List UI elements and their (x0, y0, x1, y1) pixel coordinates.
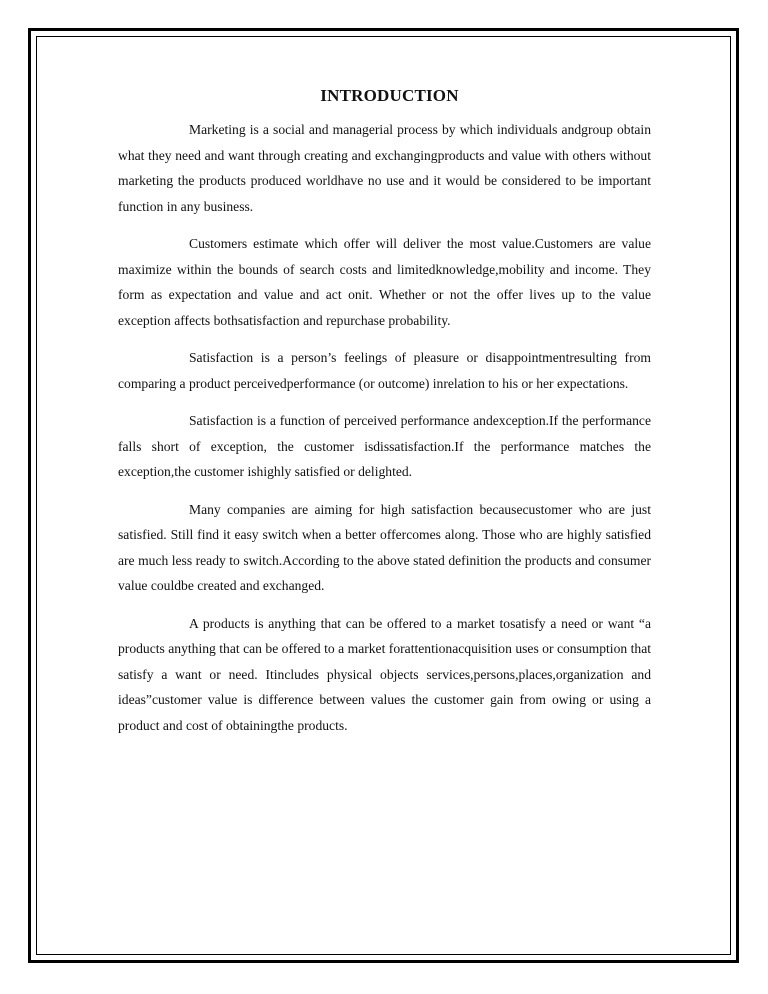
paragraph-satisfaction-function: Satisfaction is a function of perceived performance andexception.If the performance falls short of exception, the customer isdissatisfaction.If the performance matches the exception,the customer ishighly satisfied or delighted. (118, 413, 651, 479)
paragraph-companies: Many companies are aiming for high satisfaction becausecustomer who are just satisfied. Still find it easy switch when a better offercomes along. Those who are highly satisfied are much less ready to switch.According to the above stated definition the products and consumer value couldbe created and exchanged. (118, 501, 651, 593)
page-title: INTRODUCTION (320, 86, 459, 105)
paragraph-satisfaction-definition: Satisfaction is a person’s feelings of pleasure or disappointmentresulting from comparing a product perceivedperformance (or outcome) inrelation to his or her expectations. (118, 350, 651, 391)
paragraph-customers: Customers estimate which offer will deliver the most value.Customers are value maximize within the bounds of search costs and limitedknowledge,mobility and income. They form as expectation and value and act onit. Whether or not the offer lives up to the value exception affects bothsatisfaction and repurchase probability. (118, 236, 651, 328)
paragraph-marketing: Marketing is a social and managerial process by which individuals andgroup obtain what they need and want through creating and exchangingproducts and value with others without marketing the products produced worldhave no use and it would be considered to be important function in any business. (118, 122, 651, 214)
document-body (118, 86, 651, 750)
paragraph-products: A products is anything that can be offered to a market tosatisfy a need or want “a products anything that can be offered to a market forattentionacquisition uses or consumption that satisfy a want or need. Itincludes physical objects services,persons,places,organization and ideas”customer value is difference between values the customer gain from owing or using a product and cost of obtainingthe products. (118, 615, 651, 733)
